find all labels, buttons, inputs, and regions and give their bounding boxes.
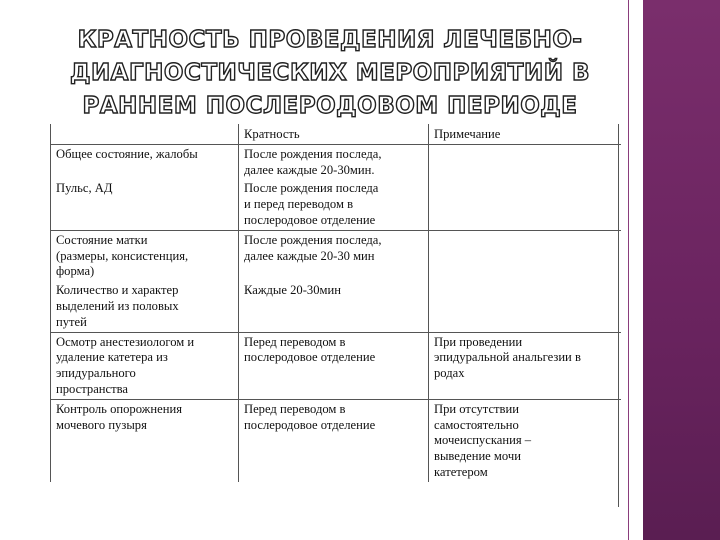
cell-text: пространства (56, 381, 128, 396)
table-row (51, 230, 621, 281)
cell-text: эпидурального (56, 366, 136, 381)
table-row (51, 281, 621, 332)
cell-text: Перед переводом в (244, 401, 346, 416)
cell-frequency (239, 230, 429, 281)
header-note: Примечание (429, 124, 621, 144)
cell-procedure (51, 332, 239, 399)
cell-text: далее каждые 20-30мин. (244, 162, 375, 177)
cell-note (429, 281, 621, 332)
cell-text: форма) (56, 264, 95, 279)
cell-text: удаление катетера из (56, 350, 168, 365)
cell-text: мочеиспускания – (434, 433, 532, 448)
cell-text: Состояние матки (56, 232, 148, 247)
cell-text: Количество и характер (56, 283, 179, 298)
cell-text: Осмотр анестезиологом и (56, 334, 195, 349)
cell-text: Общее состояние, жалобы (56, 146, 198, 161)
cell-text: послеродовое отделение (244, 350, 376, 365)
cell-text: Контроль опорожнения (56, 401, 182, 416)
table-row (51, 332, 621, 399)
cell-text: При проведении (434, 334, 523, 349)
title-line-3: РАННЕМ ПОСЛЕРОДОВОМ ПЕРИОДЕ (82, 93, 578, 119)
side-divider (628, 0, 629, 540)
cell-frequency (239, 332, 429, 399)
cell-procedure (51, 230, 239, 281)
cell-text: послеродовое отделение (244, 417, 376, 432)
cell-note (429, 332, 621, 399)
header-procedure (51, 124, 239, 144)
cell-text: эпидуральной анальгезии в (434, 350, 581, 365)
cell-text: После рождения последа, (244, 232, 382, 247)
cell-frequency (239, 179, 429, 230)
cell-text: Перед переводом в (244, 334, 346, 349)
cell-text: путей (56, 314, 87, 329)
procedures-table (50, 124, 621, 482)
cell-note (429, 230, 621, 281)
cell-text: далее каждые 20-30 мин (244, 248, 375, 263)
cell-text: выделений из половых (56, 298, 179, 313)
table-row (51, 399, 621, 481)
cell-note (429, 144, 621, 179)
cell-text: При отсутствии (434, 401, 519, 416)
cell-text: катетером (434, 464, 488, 479)
cell-text: Пульс, АД (56, 181, 113, 196)
cell-text: После рождения последа (244, 181, 379, 196)
cell-text: мочевого пузыря (56, 417, 147, 432)
cell-procedure (51, 399, 239, 481)
cell-text: послеродовое отделение (244, 212, 376, 227)
cell-text: После рождения последа, (244, 146, 382, 161)
cell-text: Каждые 20-30мин (244, 283, 341, 298)
title-line-1: КРАТНОСТЬ ПРОВЕДЕНИЯ ЛЕЧЕБНО- (77, 27, 583, 53)
slide-title (40, 24, 620, 123)
cell-procedure (51, 179, 239, 230)
title-line-2: ДИАГНОСТИЧЕСКИХ МЕРОПРИЯТИЙ В (69, 60, 591, 86)
cell-frequency (239, 144, 429, 179)
table-row (51, 144, 621, 179)
cell-note (429, 179, 621, 230)
table-row (51, 179, 621, 230)
cell-text: родах (434, 366, 465, 381)
cell-procedure (51, 144, 239, 179)
cell-text: (размеры, консистенция, (56, 248, 189, 263)
cell-text: и перед переводом в (244, 197, 354, 212)
header-frequency: Кратность (239, 124, 429, 144)
table-header-row (51, 124, 621, 144)
side-decoration-panel (643, 0, 720, 540)
cell-text: выведение мочи (434, 449, 521, 464)
cell-procedure (51, 281, 239, 332)
cell-text: самостоятельно (434, 417, 519, 432)
cell-frequency (239, 399, 429, 481)
cell-frequency (239, 281, 429, 332)
table-right-border (618, 124, 619, 507)
cell-note (429, 399, 621, 481)
